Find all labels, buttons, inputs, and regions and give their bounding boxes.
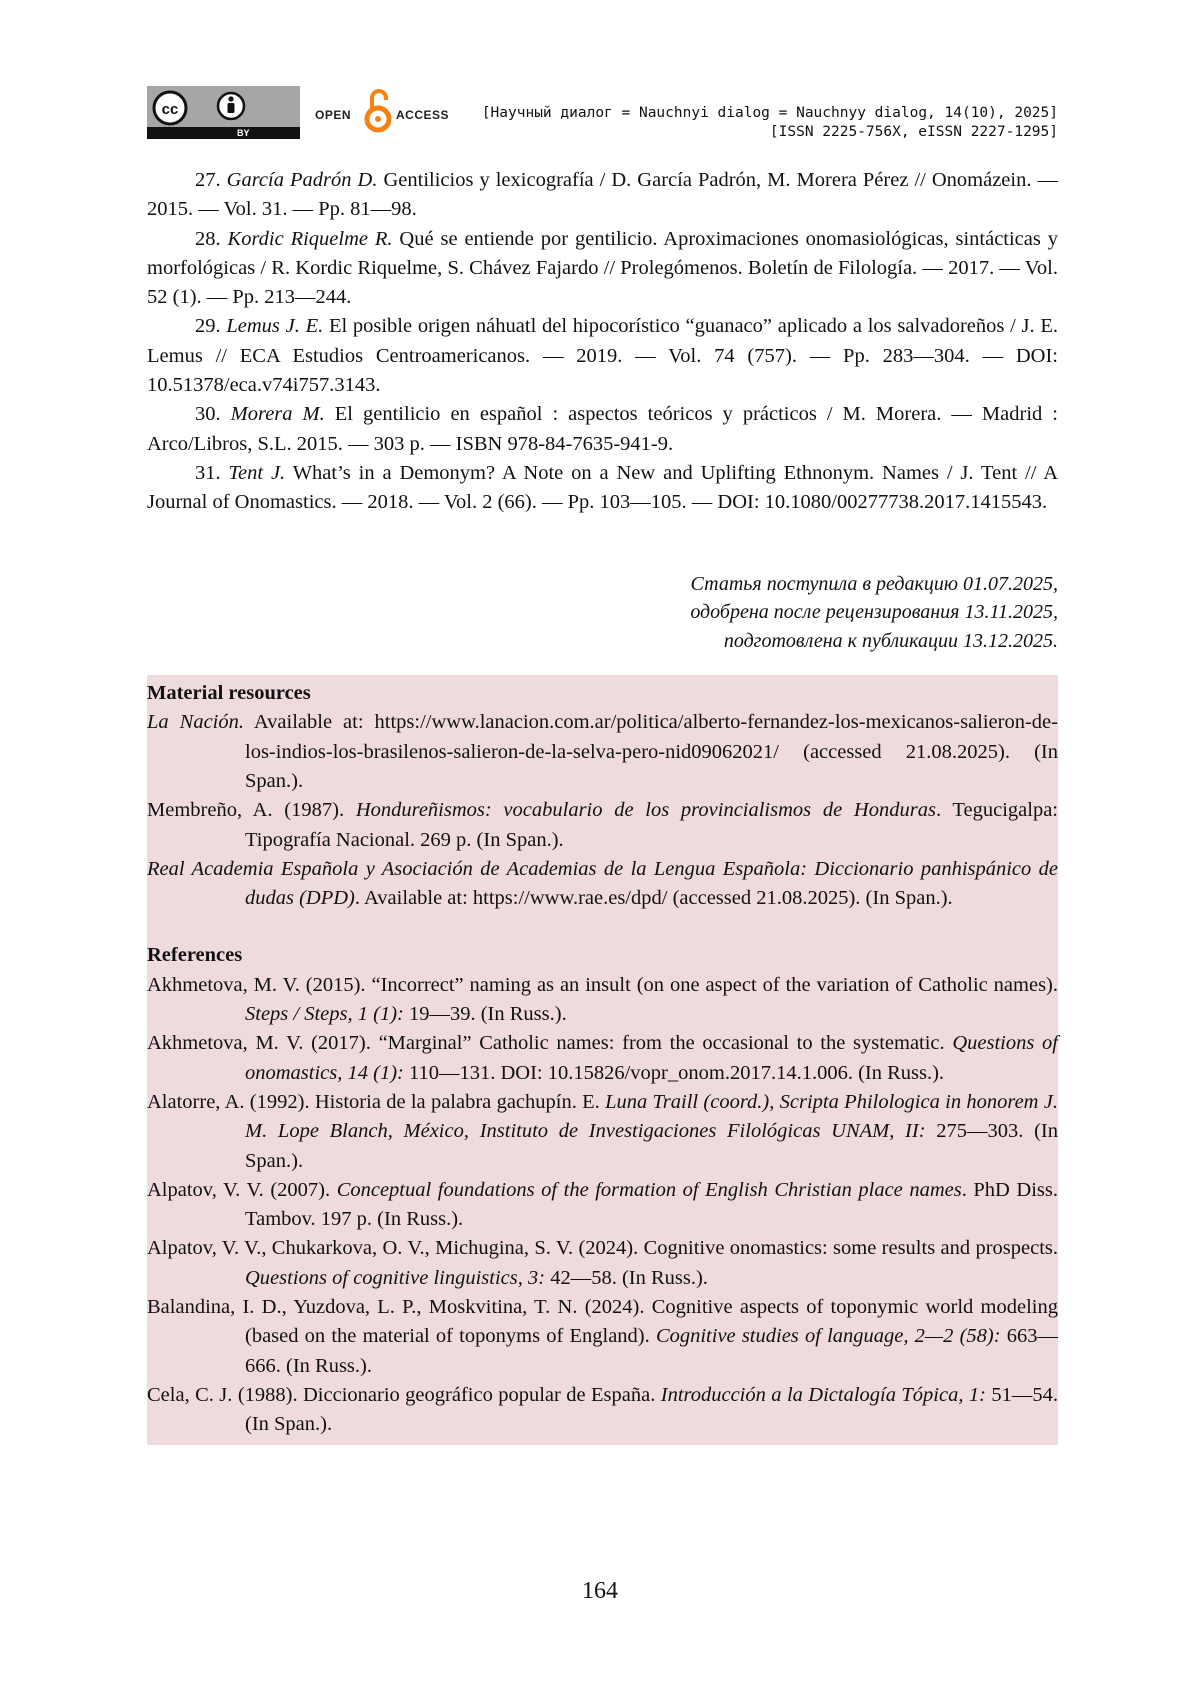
reference-text: What’s in a Demonym? A Note on a New and Uplifting Ethnonym. Names / J. Tent // A Journal of Onomastics. — 2018. — Vol. 2 (66). — Pp. 103—105. — DOI: 10.1080/00277738.2017.1415543. [147, 461, 1058, 514]
journal-title-line: [Научный диалог = Nauchnyi dialog = Nauchnyy dialog, 14(10), 2025] [481, 105, 1058, 121]
reference-text: Qué se entiende por gentilicio. Aproximaciones onomasiológicas, sintácticas y morfológicas / R. Kordic Riquelme, S. Chávez Fajardo // Prolegómenos. Boletín de Filología. — 2017. — Vol. 52 (1). — Pp. 213—244. [147, 227, 1058, 309]
cc-by-license-badge[interactable] [147, 86, 300, 139]
reference-entry: Akhmetova, M. V. (2015). “Incorrect” naming as an insult (on one aspect of the variation of Catholic names). Steps / Steps, 1 (1): 19—39. (In Russ.). [147, 973, 1058, 1026]
reference-author: Morera M. [230, 403, 325, 426]
cc-by-label: BY [237, 128, 250, 138]
reference-entry: Balandina, I. D., Yuzdova, L. P., Moskvitina, T. N. (2024). Cognitive aspects of toponymic world modeling (based on the material of toponyms of England). Cognitive studies of language, 2—2 (58): 663—666. (In Russ.). [147, 1296, 1058, 1377]
cc-badge-bar [147, 127, 300, 139]
reference-author: Tent J. [228, 461, 286, 484]
reference-entry: Alpatov, V. V. (2007). Conceptual foundations of the formation of English Christian place names. PhD Diss. Tambov. 197 p. (In Russ.). [147, 1178, 1058, 1231]
journal-info [482, 104, 1058, 142]
creative-commons-icon [151, 89, 251, 127]
prepared-date: подготовлена к публикации 13.12.2025. [723, 629, 1058, 652]
open-access-logo [315, 86, 465, 139]
reference-author: García Padrón D. [226, 169, 378, 191]
page [147, 86, 1058, 1445]
material-resources-title: Material resources [147, 682, 311, 705]
reference-text: El gentilicio en español : aspectos teóricos y prácticos / M. Morera. — Madrid : Arco/Libros, S.L. 2015. — 303 p. — ISBN 978-84-7635-941-9. [147, 403, 1058, 455]
reference-item [147, 459, 1058, 518]
reference-author: Lemus J. E. [226, 315, 324, 338]
reference-entry: Alatorre, A. (1992). Historia de la palabra gachupín. E. Luna Traill (coord.), Scripta Philologica in honorem J. M. Lope Blanch, México, Instituto de Investigaciones Filológicas UNAM, II: 275—303. (In Span.). [147, 1090, 1059, 1172]
reference-entry: Alpatov, V. V., Chukarkova, O. V., Michugina, S. V. (2024). Cognitive onomastics: some results and prospects. Questions of cognitive linguistics, 3: 42—58. (In Russ.). [147, 1237, 1058, 1289]
reference-number: 31. [195, 461, 221, 484]
transliterated-references-block [147, 675, 1058, 1445]
open-access-lock-icon [363, 86, 393, 136]
reference-item [147, 400, 1058, 459]
section-gap [147, 913, 1058, 941]
reference-entry: Akhmetova, M. V. (2017). “Marginal” Catholic names: from the occasional to the systematic. Questions of onomastics, 14 (1): 110—131. DOI: 10.15826/vopr_onom.2017.14.1.006. (In Russ.). [147, 1032, 1058, 1084]
references-title: References [147, 944, 243, 967]
article-dates [147, 570, 1058, 656]
svg-text:cc: cc [161, 101, 179, 118]
received-date: Статья поступила в редакцию 01.07.2025, [690, 572, 1058, 595]
material-resource-entry: Real Academia Española y Asociación de Academias de la Lengua Española: Diccionario panhispánico de dudas (DPD). Available at: https://www.rae.es/dpd/ (accessed 21.08.2025). (In Span.). [147, 857, 1058, 910]
journal-issn-line: [ISSN 2225-756X, eISSN 2227-1295] [769, 124, 1058, 140]
open-label: OPEN [315, 108, 352, 122]
reference-author: Kordic Riquelme R. [227, 227, 393, 250]
page-header [147, 86, 1058, 142]
material-resource-entry: La Nación. Available at: https://www.lanacion.com.ar/politica/alberto-fernandez-los-mexicanos-salieron-de-los-indios-los-brasilenos-salieron-de-la-selva-pero-nid09062021/ (accessed 21.08.2025). (In Span.). [147, 711, 1058, 792]
reference-text: Gentilicios y lexicografía / D. García Padrón, M. Morera Pérez // Onomázein. — 2015. — Vol. 31. — Pp. 81—98. [147, 169, 1059, 221]
reference-number: 28. [195, 227, 221, 250]
reference-number: 30. [195, 403, 221, 426]
approved-date: одобрена после рецензирования 13.11.2025, [690, 601, 1058, 624]
page-number: 164 [582, 1578, 618, 1604]
reference-number: 27. [195, 169, 221, 191]
reference-item [147, 312, 1058, 400]
reference-number: 29. [195, 315, 221, 338]
reference-text: El posible origen náhuatl del hipocorístico “guanaco” aplicado a los salvadoreños / J. E. Lemus // ECA Estudios Centroamericanos. — 2019. — Vol. 74 (757). — Pp. 283—304. — DOI: 10.51378/eca.v74i757.3143. [147, 315, 1059, 397]
numbered-references [147, 166, 1058, 518]
access-label: ACCESS [396, 108, 450, 122]
reference-entry: Cela, C. J. (1988). Diccionario geográfico popular de España. Introducción a la Dictalogía Tópica, 1: 51—54. (In Span.). [147, 1383, 1058, 1436]
reference-item [147, 225, 1058, 313]
reference-item [147, 166, 1058, 225]
material-resource-entry: Membreño, A. (1987). Hondureñismos: vocabulario de los provincialismos de Honduras. Tegucigalpa: Tipografía Nacional. 269 p. (In Span.). [147, 799, 1059, 851]
